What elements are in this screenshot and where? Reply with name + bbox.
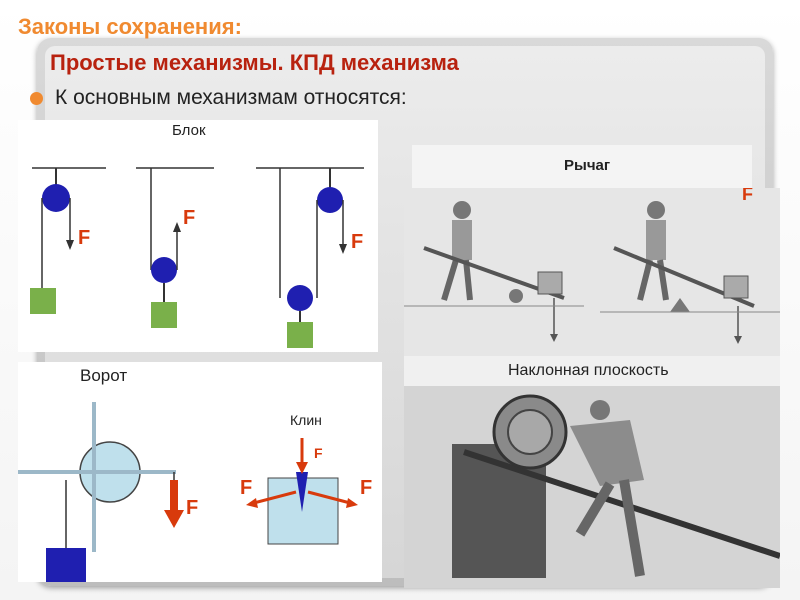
svg-text:F: F [183,207,196,229]
winch-wedge-figure [18,362,382,582]
pulley-diagram [18,120,378,352]
bullet-dot-icon [30,92,43,105]
wedge-label: Клин [290,412,322,428]
incline-figure [404,356,780,588]
bullet-item [30,86,407,110]
fixed-pulley-icon [42,184,70,212]
svg-text:F: F [240,477,253,499]
svg-text:F: F [314,445,323,461]
bullet-text: К основным механизмам относятся: [55,86,407,109]
lever-illustration [404,188,780,356]
lever-label: Рычаг [564,157,611,174]
block-figure [18,120,378,352]
svg-text:F: F [360,477,373,499]
svg-text:F: F [351,231,364,253]
svg-text:F: F [78,227,91,249]
slide-title: Простые механизмы. КПД механизма [50,50,459,75]
svg-text:F: F [186,497,199,519]
slide-topic: Законы сохранения: [18,14,242,39]
winch-label: Ворот [80,366,128,385]
load-icon [30,288,56,314]
svg-text:F: F [742,188,753,204]
incline-label: Наклонная плоскость [508,362,669,379]
block-label: Блок [172,122,206,139]
lever-figure [412,145,752,189]
movable-pulley-icon [151,257,177,283]
